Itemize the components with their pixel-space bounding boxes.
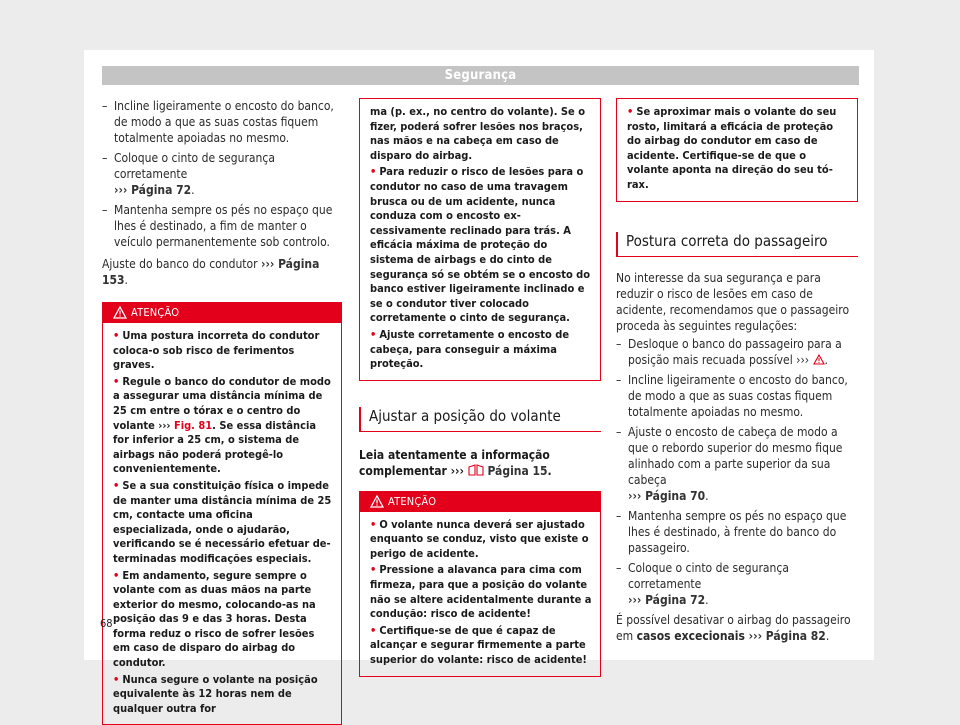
bullet-icon: • — [627, 105, 634, 118]
warning-text: Uma postura incorreta do condutor coloca-o sob risco de ferimentos graves. — [113, 329, 320, 372]
page-number: 68 — [100, 617, 113, 630]
warning-body — [103, 323, 341, 724]
warning-text: Em andamento, segure sempre o volante com as duas mãos na parte exterior do mesmo, colocando-as na posição das 9 e das 3 horas. Desta forma reduz o risco de sofrer lesões em caso de disparo do airbag do condutor. — [113, 568, 316, 670]
title-accent-bar — [359, 407, 361, 431]
warning-text: Ajuste corretamente o encosto de cabeça, para conseguir a máxima proteção. — [370, 327, 570, 371]
punctuation: . — [825, 628, 830, 643]
warning-text: Pressione a alavanca para cima com firmeza, para que a posição do volante não se altere acidentalmente durante a condução: risco de acidente! — [370, 563, 592, 621]
bullet-icon: • — [113, 478, 120, 492]
closing-paragraph — [616, 612, 858, 644]
warning-text: Certifique-se de que é capaz de alcançar e segurar firmemente a parte superior do volante: risco de acidente! — [370, 623, 587, 667]
warning-item — [370, 624, 592, 668]
warning-item — [113, 479, 333, 567]
warning-label: ATENÇÃO — [131, 306, 180, 319]
adjust-paragraph — [102, 256, 342, 288]
title-underline — [359, 431, 601, 432]
intro-paragraph — [359, 447, 601, 479]
bullet-icon: • — [370, 623, 377, 637]
list-item — [616, 508, 858, 556]
section-title-passenger — [616, 232, 858, 250]
passenger-instruction-list — [616, 336, 858, 608]
warning-text: Se aproximar mais o volante do seu rosto, limitará a eficácia de proteção do airbag do condutor em caso de acidente. Certifique-se de que o volante aponta na direção do seu tórax. — [627, 105, 837, 191]
warning-box-continued — [359, 98, 601, 381]
punctuation: . — [547, 463, 552, 478]
page-link[interactable]: ››› Página 153 — [102, 257, 320, 287]
warning-text: . Se essa distância for inferior a 25 cm, o sistema de airbags não poderá protegê-lo convenientemente. — [113, 418, 317, 476]
list-item-text: Desloque o banco do passageiro para a posição mais recuada possível ››› — [628, 336, 842, 367]
warning-text: ma (p. ex., no centro do volante). Se o fizer, poderá sofrer lesões nos braços, nas mãos e na cabeça em caso de disparo do airbag. — [370, 105, 586, 162]
page-link[interactable]: Página 15 — [487, 463, 548, 478]
bullet-icon: • — [370, 327, 377, 341]
figure-link[interactable]: Fig. 81 — [173, 418, 213, 432]
bullet-icon: • — [370, 517, 377, 531]
warning-text: Se a sua constituição física o impede de manter uma distância mínima de 25 cm, contacte uma oficina especializada, onde o ajudarão, verificando se é necessário efetuar determinadas modificações especiais. — [113, 478, 332, 565]
section-title-steering — [359, 407, 601, 425]
warning-body — [360, 512, 600, 676]
column-1 — [102, 98, 342, 725]
warning-box-continued — [616, 98, 858, 202]
warning-label: ATENÇÃO — [388, 494, 437, 508]
list-item — [102, 202, 342, 250]
bullet-icon: • — [113, 329, 120, 342]
warning-item — [370, 518, 592, 562]
warning-box — [359, 491, 601, 677]
warning-triangle-icon — [113, 306, 127, 319]
warning-box — [102, 302, 342, 725]
punctuation: . — [124, 273, 128, 287]
page-link[interactable]: ››› Página 72 — [628, 592, 706, 607]
list-item-text: Mantenha sempre os pés no espaço que lhes é destinado, à frente do banco do passageiro. — [628, 508, 847, 555]
section-header: Segurança — [102, 66, 859, 85]
instruction-list — [102, 98, 342, 250]
warning-item — [627, 105, 849, 193]
punctuation: . — [705, 488, 709, 503]
warning-triangle-icon — [370, 495, 384, 508]
book-icon — [468, 464, 484, 476]
list-item-text: Coloque o cinto de segurança corretamente — [114, 151, 275, 181]
bullet-icon: • — [113, 374, 120, 388]
emphasis-text: casos excecionais — [636, 628, 745, 643]
warning-header — [103, 303, 341, 323]
intro-paragraph: No interesse da sua segurança e para reduzir o risco de lesões em caso de acidente, recomendamos que o passageiro proceda às seguintes regulações: — [616, 270, 850, 333]
bullet-icon: • — [113, 672, 120, 686]
page-link[interactable]: ››› Página 82 — [744, 628, 826, 643]
list-item-text: Incline ligeiramente o encosto do banco, de modo a que as suas costas fiquem totalmente apoiadas no mesmo. — [114, 99, 334, 145]
list-item-text: Ajuste o encosto de cabeça de modo a que o rebordo superior do mesmo fique alinhado com a parte superior da sua cabeça — [628, 424, 843, 487]
warning-header — [360, 492, 600, 512]
warning-item — [113, 569, 333, 671]
paragraph-text: É possível desativar o airbag do passageiro em — [616, 612, 851, 643]
page-link[interactable]: ››› Página 72 — [114, 183, 192, 197]
list-item-text: Mantenha sempre os pés no espaço que lhes é destinado, a fim de manter o veículo permanentemente sob controlo. — [114, 203, 333, 249]
bullet-icon: • — [113, 568, 120, 582]
warning-triangle-icon — [813, 354, 825, 365]
warning-item — [113, 673, 333, 717]
warning-item — [370, 328, 592, 372]
punctuation: . — [705, 592, 709, 607]
list-item — [616, 424, 858, 504]
warning-text: Para reduzir o risco de lesões para o condutor no caso de uma travagem brusca ou de um acidente, nunca conduza com o encosto excessivamente reclinado para trás. A eficácia máxima de proteção do sistema de airbags e do cinto de segurança só se obtém se o encosto do banco estiver ligeiramente inclinado e se o condutor tiver colocado corretamente o cinto de segurança. — [370, 165, 591, 325]
punctuation: . — [191, 183, 195, 197]
list-item — [102, 98, 342, 146]
warning-text: O volante nunca deverá ser ajustado enquanto se conduz, visto que existe o perigo de acidente. — [370, 517, 589, 560]
warning-item — [370, 563, 592, 621]
section-title-text: Ajustar a posição do volante — [369, 406, 561, 425]
section-title-text: Postura correta do passageiro — [626, 231, 828, 250]
title-accent-bar — [616, 232, 618, 256]
list-item — [616, 372, 858, 420]
bullet-icon: • — [370, 165, 377, 179]
warning-text: Regule o banco do condutor de modo a assegurar uma distância mínima de 25 cm entre o tórax e o centro do volante ››› — [113, 374, 331, 432]
page-link[interactable]: ››› Página 70 — [628, 488, 706, 503]
list-item — [616, 560, 858, 608]
punctuation: . — [824, 352, 828, 367]
list-item-text: Incline ligeiramente o encosto do banco, de modo a que as suas costas fiquem totalmente apoiadas no mesmo. — [628, 372, 848, 419]
list-item — [102, 150, 342, 198]
title-underline — [616, 256, 858, 257]
paragraph-text: Ajuste do banco do condutor — [102, 257, 261, 271]
list-item-text: Coloque o cinto de segurança corretamente — [628, 560, 789, 591]
warning-item — [113, 375, 333, 477]
warning-item — [370, 165, 592, 326]
column-2 — [359, 98, 601, 677]
column-3 — [616, 98, 858, 644]
list-item — [616, 336, 858, 368]
bullet-icon: • — [370, 563, 377, 577]
intro-text: Leia atentamente a informação complementar ››› — [359, 447, 550, 478]
warning-text: Nunca segure o volante na posição equivalente às 12 horas nem de qualquer outra for — [113, 672, 318, 715]
warning-item — [113, 329, 333, 373]
